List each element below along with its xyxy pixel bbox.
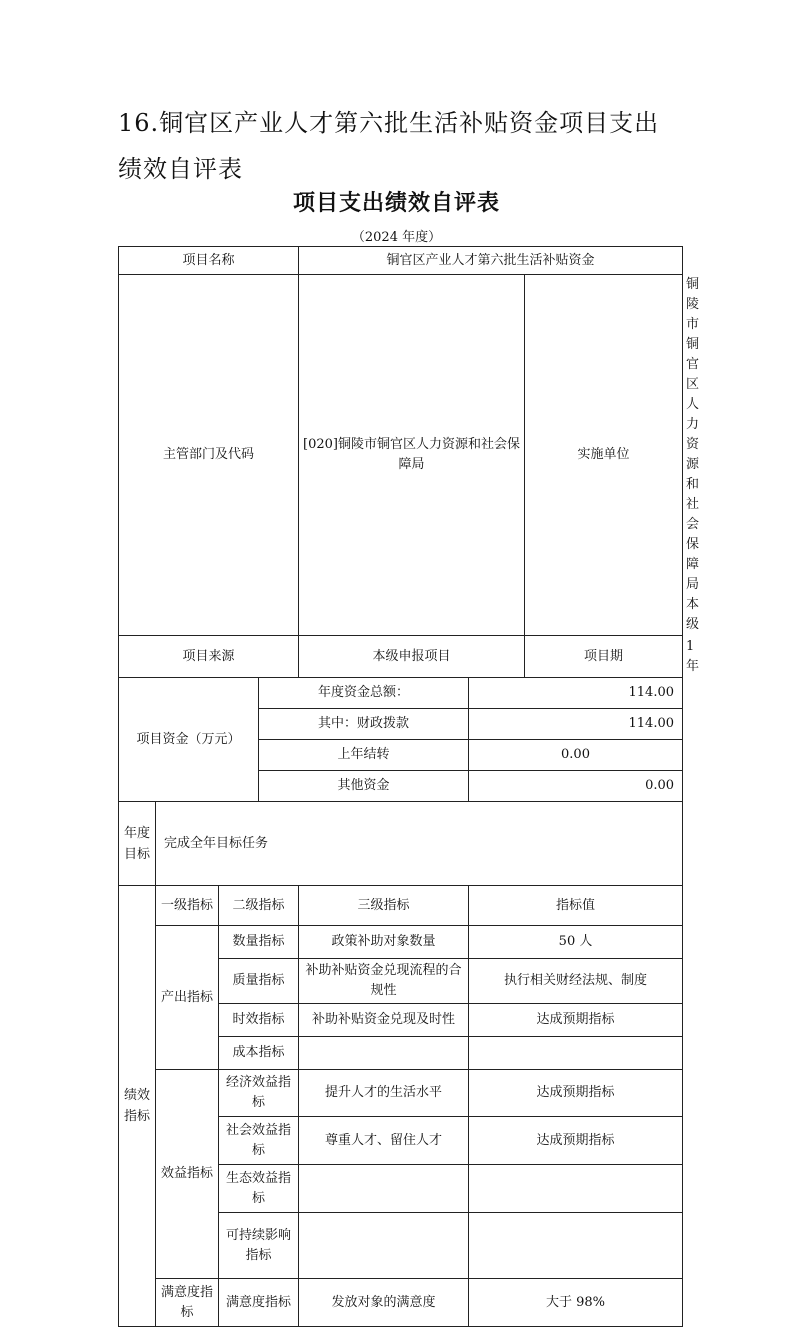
indicator-level3: 补助补贴资金兑现流程的合规性: [299, 959, 469, 1004]
implementing-unit-label: 实施单位: [525, 275, 683, 636]
indicator-value: 大于 98%: [469, 1279, 683, 1327]
performance-indicators-label: 绩效指标: [119, 886, 156, 1327]
indicator-value: 达成预期指标: [469, 1070, 683, 1117]
indicator-value: 50 人: [469, 926, 683, 959]
table-title: 项目支出绩效自评表: [292, 191, 500, 216]
indicator-level3: 发放对象的满意度: [299, 1279, 469, 1327]
indicator-level3: 政策补助对象数量: [299, 926, 469, 959]
department-label: 主管部门及代码: [119, 275, 299, 636]
indicator-level3: 提升人才的生活水平: [299, 1070, 469, 1117]
indicator-level2: 数量指标: [219, 926, 299, 959]
indicator-value: [469, 1165, 683, 1213]
funds-total-row: [119, 678, 683, 709]
indicator-header-row: [119, 886, 683, 926]
table-row: [119, 926, 683, 959]
header-value: 指标值: [469, 886, 683, 926]
department-value: [020]铜陵市铜官区人力资源和社会保障局: [299, 275, 525, 636]
indicator-level2: 满意度指标: [219, 1279, 299, 1327]
output-indicators-label: 产出指标: [156, 926, 219, 1070]
indicator-value: [469, 1037, 683, 1070]
funds-total-label: 年度资金总额：: [259, 678, 469, 709]
project-name-value: 铜官区产业人才第六批生活补贴资金: [299, 247, 683, 275]
annual-goal-row: [119, 802, 683, 886]
indicator-level3: 补助补贴资金兑现及时性: [299, 1004, 469, 1037]
indicator-level2: 成本指标: [219, 1037, 299, 1070]
funds-other-value: 0.00: [469, 771, 683, 802]
annual-goal-label: 年度目标: [119, 802, 156, 886]
indicator-value: 执行相关财经法规、制度: [469, 959, 683, 1004]
department-row: 主管部门及代码 [020]铜陵市铜官区人力资源和社会保障局 实施单位 铜陵市铜官区人力资源和社会保障局本级: [119, 275, 683, 636]
funds-total-value: 114.00: [469, 678, 683, 709]
indicator-level3: 尊重人才、留住人才: [299, 1117, 469, 1165]
indicator-level2: 社会效益指标: [219, 1117, 299, 1165]
indicator-value: 达成预期指标: [469, 1117, 683, 1165]
table-row: [119, 1070, 683, 1117]
funds-fiscal-label: 其中：财政拨款: [259, 709, 469, 740]
table-row: [119, 1279, 683, 1327]
indicator-level2: 质量指标: [219, 959, 299, 1004]
indicator-level3: [299, 1213, 469, 1279]
indicator-value: [469, 1213, 683, 1279]
self-evaluation-table: [118, 246, 700, 1327]
benefit-indicators-label: 效益指标: [156, 1070, 219, 1279]
indicator-level2: 可持续影响指标: [219, 1213, 299, 1279]
header-level1: 一级指标: [156, 886, 219, 926]
document-heading: 16.铜官区产业人才第六批生活补贴资金项目支出绩效自评表: [118, 109, 660, 183]
header-level2: 二级指标: [219, 886, 299, 926]
funds-carryover-label: 上年结转: [259, 740, 469, 771]
year-label: （2024 年度）: [351, 230, 442, 245]
project-period-label: 项目期: [525, 636, 683, 678]
project-source-value: 本级申报项目: [299, 636, 525, 678]
funds-carryover-value: 0.00: [469, 740, 683, 771]
funds-other-label: 其他资金: [259, 771, 469, 802]
project-name-label: 项目名称: [119, 247, 299, 275]
indicator-level3: [299, 1037, 469, 1070]
source-row: 项目来源 本级申报项目 项目期 1 年: [119, 636, 683, 678]
indicator-level3: [299, 1165, 469, 1213]
indicator-level2: 生态效益指标: [219, 1165, 299, 1213]
indicator-value: 达成预期指标: [469, 1004, 683, 1037]
project-name-row: [119, 247, 683, 275]
satisfaction-indicators-label: 满意度指标: [156, 1279, 219, 1327]
project-source-label: 项目来源: [119, 636, 299, 678]
header-level3: 三级指标: [299, 886, 469, 926]
project-funds-label: 项目资金（万元）: [119, 678, 259, 802]
indicator-level2: 时效指标: [219, 1004, 299, 1037]
indicator-level2: 经济效益指标: [219, 1070, 299, 1117]
annual-goal-content: 完成全年目标任务: [156, 802, 683, 886]
funds-fiscal-value: 114.00: [469, 709, 683, 740]
